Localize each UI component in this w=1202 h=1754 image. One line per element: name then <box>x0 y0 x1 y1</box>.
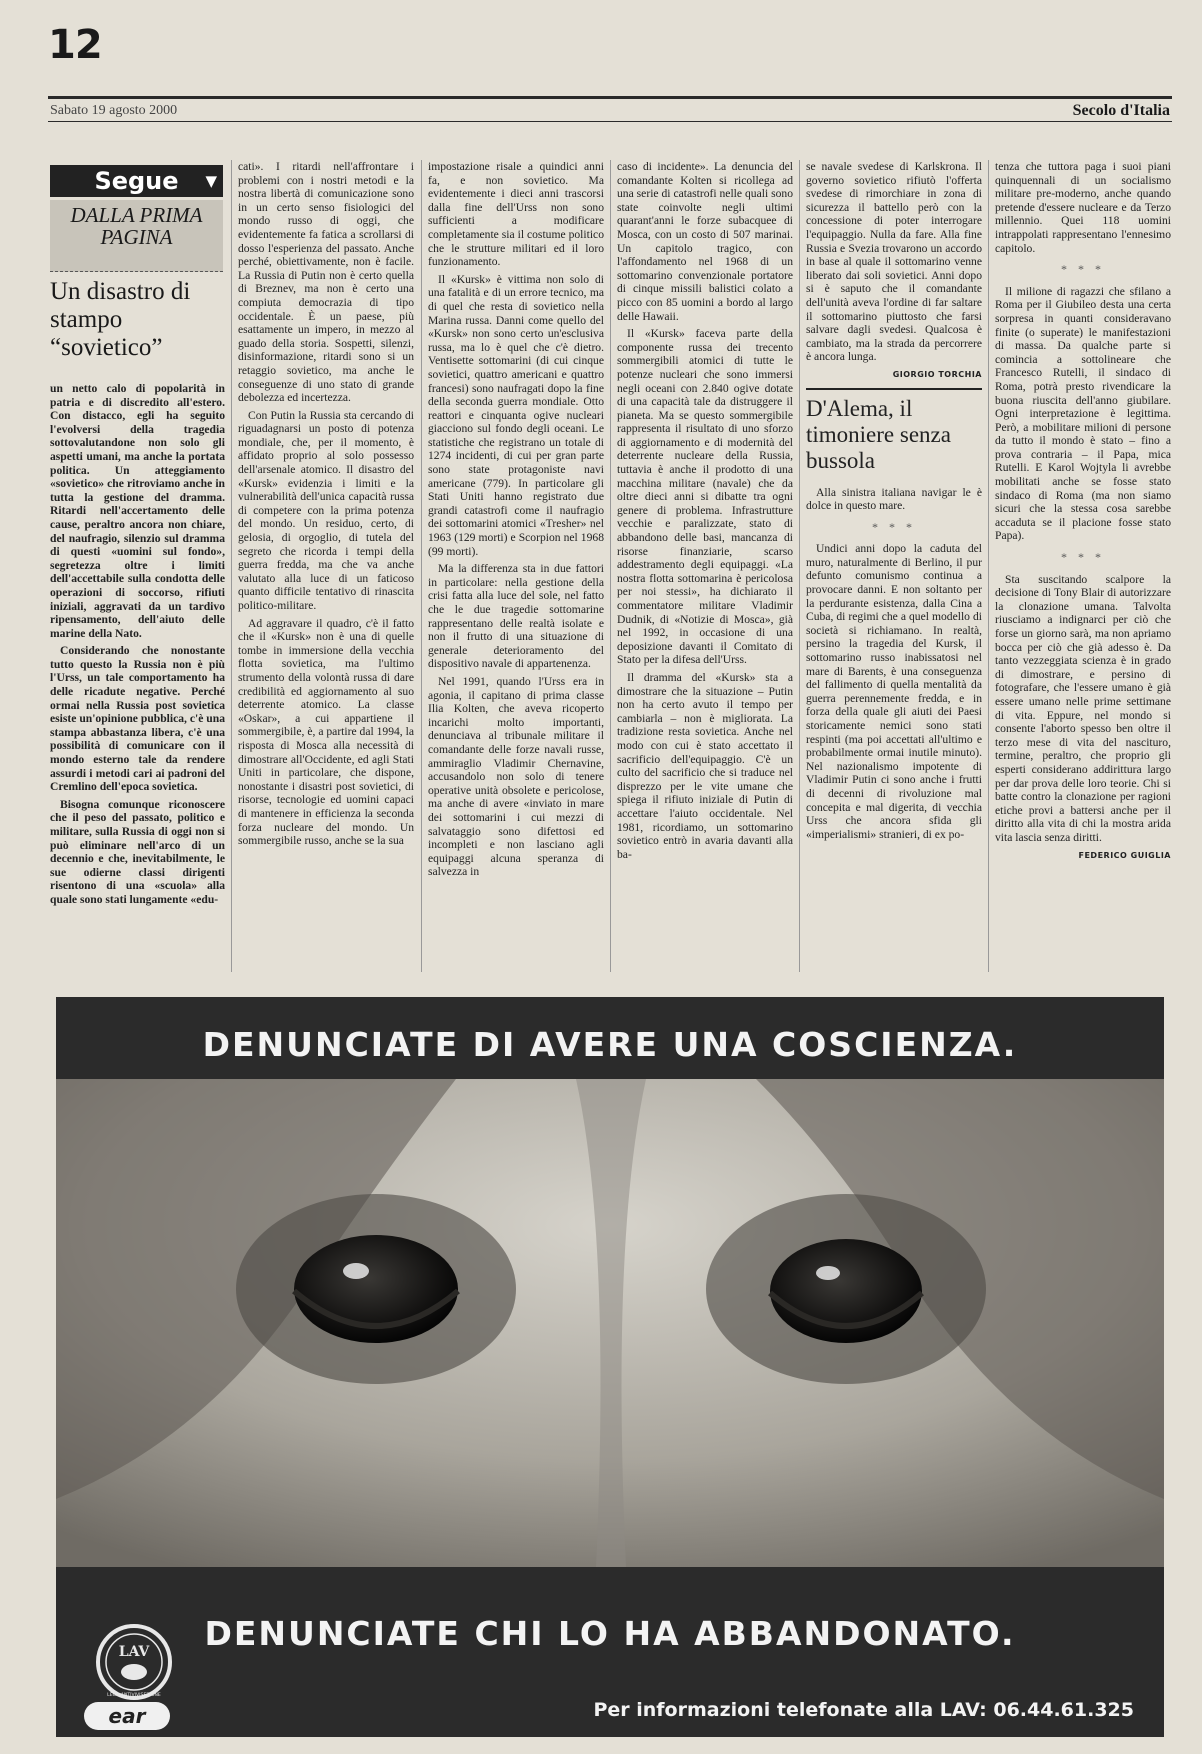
article-column-2 <box>238 160 414 972</box>
section-separator: * * * <box>872 519 916 534</box>
article-column-5 <box>806 160 982 972</box>
author-signature: GIORGIO TORCHIA <box>892 369 982 379</box>
segue-banner <box>50 165 223 197</box>
dog-eyes-photo <box>56 1079 1164 1567</box>
paragraph: un netto calo di popolarità in patria e di discredito all'estero. Con distacco, egli ha seguito l'evolversi della tragedia sottovalutandone non solo gli aspetti umani, ma anche la portata politica. Un atteggiamento «sovietico» che ritroviamo anche in tutta la gestione del dramma. Ritardi nell'accertamento delle cause, peraltro ancora non chiare, del naufragio, silenzio sul dramma di questi «uomini sul fondo», segretezza oltre i limiti dell'accettabile sulla condotta delle operazioni di soccorso, rifiuti iniziali, aggravati da un tardivo ripensamento, dell'aiuto delle marine della Nato. <box>50 382 225 640</box>
column-rule <box>231 160 232 972</box>
column-rule <box>610 160 611 972</box>
article-column-4 <box>617 160 793 972</box>
article-column-6 <box>995 160 1171 972</box>
paragraph: Considerando che nonostante tutto questo la Russia non è più l'Urss, un tale comportamento ha delle ricadute negative. Perché ormai nella Russia post sovietica esiste un'opinione pubblica, c'è una stampa abbastanza libera, c'è una possibilità di comunicare con il mondo esterno tale da rendere assurdi i metodi cari ai padroni del Cremlino dell'epoca sovietica. <box>50 644 225 794</box>
paragraph: Il dramma del «Kursk» sta a dimostrare che la situazione – Putin non ha certo avuto il tempo per cambiarla – non è migliorata. La tradizione resta sovietica. Anche nel modo con cui è stato accettato il sacrificio dell'equipaggio. C'è un culto del sacrificio che si traduce nel disprezzo per le vite umane che spiega il rifiuto iniziale di Putin di accettare l'aiuto occidentale. Nel 1981, ricordiamo, un sottomarino sovietico entrò in avaria davanti alla ba- <box>617 670 793 861</box>
column-rule <box>799 160 800 972</box>
paragraph: Il milione di ragazzi che sfilano a Roma per il Giubileo desta una certa sorpresa in quanti consideravano finite (o superate) le manifestazioni di massa. Da qualche parte si comincia a sottolineare che Francesco Rutelli, il sindaco di Roma, potrà presto rivendicare la buona riuscita dell'anno giubilare. Ogni interpretazione è legittima. Però, a mobilitare milioni di persone da tutto il mondo è stato – fino a prova contraria – il Papa, mica Rutelli. E Karol Wojtyla li avrebbe mobilitati anche se fosse stato sindaco di Roma (ma non siamo sicuri che la stessa cosa sarebbe accaduta se il placione fosse stato Papa). <box>995 284 1171 543</box>
paragraph: Alla sinistra italiana navigar le è dolce in questo mare. <box>806 485 982 513</box>
article-column-1 <box>50 382 225 972</box>
paragraph: Sta suscitando scalpore la decisione di Tony Blair di autorizzare la clonazione umana. Talvolta riusciamo a indignarci per ciò che forse un giorno sarà, ma non apriamo bocca per ciò che già adesso è. Da tanto vezzeggiata scienza è in grado di dimostrare, e persino di fotografare, che l'essere umano è già essere umano nelle prime settimane di vita. Eppure, nel mondo si consente l'aborto spesso ben oltre il terzo mese di vita del nascituro, termine, peraltro, che proprio gli esperti considerano addirittura largo per dar prova delle loro teorie. Chi si batte contro la clonazione per ragioni etiche provi a battersi anche per il diritto alla vita di chi la mostra arida vita lascia senza diritti. <box>995 572 1171 844</box>
paragraph: Ma la differenza sta in due fattori in particolare: nella gestione della crisi fatta alla luce del sole, nel fatto che le due tragedie sottomarine rappresentano delle realtà isolate e non il frutto di una situazione di generale deterioramento del dispositivo navale di appartenenza. <box>428 562 604 671</box>
lav-logo-ring: LEGA ANTIVIVISEZIONE <box>107 1693 161 1698</box>
paragraph: Bisogna comunque riconoscere che il peso del passato, politico e militare, sulla Russia di oggi non si può eliminare nell'arco di un decennio e che, inevitabilmente, le sue odierne classi dirigenti risentono di una «scuola» alla quale sono stati lungamente «edu- <box>50 797 225 906</box>
segue-label: Segue <box>94 167 179 195</box>
paragraph: Il «Kursk» faceva parte della componente russa dei trecento sommergibili atomici di tutte le potenze nucleari che sono immersi negli oceani con 2.840 ogive dotate di una capacità tale da distruggere il pianeta. Ma se questo sommergibile rappresenta il risultato di uno sforzo di aggiornamento e di modernità del deterrente nucleare della Russia, tuttavia è anche il prodotto di una macchina militare (navale) che da oltre dieci anni si dibatte tra ogni genere di problema. Infrastrutture vecchie e paralizzate, stato di abbandono delle basi, mancanza di risorse finanziarie, scarso addestramento degli equipaggi. «La nostra flotta sottomarina è pericolosa per noi stessi», ha dichiarato il commentatore militare Vladimir Dudnik, di «Notizie di Mosca», già nel 1992, in occasione di una deposizione davanti il Comitato di Stato per la difesa dell'Urss. <box>617 327 793 667</box>
header-rule-thin <box>48 121 1172 122</box>
lav-advertisement <box>56 997 1164 1737</box>
ad-contact-info: Per informazioni telefonate alla LAV: 06.44.61.325 <box>593 1699 1134 1721</box>
article-title: Un disastro di stampo “sovietico” <box>50 278 191 361</box>
article-column-3 <box>428 160 604 972</box>
column-rule <box>421 160 422 972</box>
issue-date: Sabato 19 agosto 2000 <box>50 103 178 118</box>
dalema-title: D'Alema, il timoniere senza bussola <box>806 395 951 473</box>
paragraph: Ad aggravare il quadro, c'è il fatto che il «Kursk» non è una di quelle tombe in immersione della vecchia flotta sovietica, ma l'ultimo strumento della volontà russa di dare credibilità ed aggiornamento al suo deterrente atomico. La classe «Oskar», a cui appartiene il sommergibile, è, a partire dal 1994, la risposta di Mosca alla necessità di dimostrare all'Occidente, ed agli Stati Uniti in particolare, che dispone, nonostante i disastri post sovietici, di risorse, tecnologie ed uomini capaci di mantenere in efficienza la seconda forza nucleare del mondo. Un sommergibile russo, anche se la sua <box>238 616 414 848</box>
paragraph: Undici anni dopo la caduta del muro, naturalmente di Berlino, il pur defunto comunismo continua a provocare danni. E non soltanto per la perdurante esistenza, dalla Cina a Cuba, di regimi che a quel modello di società si richiamano. In realtà, persino la tragedia del Kursk, il sottomarino russo inabissatosi nel mare di Barents, è una conseguenza del fallimento di quella mentalità da guerra perennemente fredda, e in forza della quale gli aiuti dei Paesi storicamente nemici sono stati respinti (ma poi accettati all'ultimo e probabilmente ormai inutile minuto). Nel nazionalismo impotente di Vladimir Putin ci sono anche i frutti di decenni di rivoluzione mal concepita e mal digerita, di vecchia Urss che ancora sfida gli «imperialismi» stranieri, di ex po- <box>806 542 982 841</box>
triangle-down-icon: ▼ <box>205 172 217 190</box>
paragraph: impostazione risale a quindici anni fa, e non sovietico. Ma evidentemente i dieci anni trascorsi dalla fine dell'Urss non sono sufficienti a modificare completamente sia il costume politico che le strutture militari ed il loro funzionamento. <box>428 160 604 269</box>
ad-headline-bottom: DENUNCIATE CHI LO HA ABBANDONATO. <box>204 1614 1016 1653</box>
lav-logo-text: LAV <box>118 1644 150 1660</box>
page-number: 12 <box>48 22 102 68</box>
paragraph: tenza che tuttora paga i suoi piani quinquennali di un socialismo militare pre-moderno, anche quando pretende d'essere nucleare e da Terzo millennio. Quei 118 uomini intrappolati rappresentano l'ennesimo capitolo. <box>995 160 1171 255</box>
header-rule <box>48 96 1172 99</box>
section-rule <box>806 388 982 390</box>
ear-sponsor-logo: ear <box>84 1702 170 1730</box>
paragraph: se navale svedese di Karlskrona. Il governo sovietico rifiutò l'offerta svedese di rimorchiare in zona di sicurezza il battello però con la concessione di poter interrogare l'equipaggio. Nulla da fare. Alla fine Russia e Svezia trovarono un accordo in base al quale il sottomarino venne liberato dai soli sovietici. Anni dopo si è saputo che il comandante dell'unità aveva l'ordine di far saltare il sottomarino piuttosto che farsi salvare dagli svedesi. Qualcosa è cambiato, ma la strada da percorrere è ancora lunga. <box>806 160 982 364</box>
section-separator: * * * <box>1061 550 1105 565</box>
paragraph: Con Putin la Russia sta cercando di riguadagnarsi un posto di potenza mondiale, che, per il momento, è affidato proprio al solo possesso dell'arsenale atomico. Il disastro del «Kursk» evidenzia i limiti e la vulnerabilità dell'unica capacità russa di competere con la prima potenza del mondo. Un residuo, certo, di gelosia, di orgoglio, di tutela del segreto che ricorda i tempi della guerra fredda, ma che va anche valutato alla luce di un faticoso quanto difficile tentativo di rinascita politico-militare. <box>238 408 414 612</box>
dalla-prima-pagina-label: DALLA PRIMA PAGINA <box>50 200 223 272</box>
author-signature: FEDERICO GUIGLIA <box>1078 850 1171 860</box>
paragraph: Il «Kursk» è vittima non solo di una fatalità e di un errore tecnico, ma di quel che resta di sovietico nella Marina russa. Danni come quello del «Kursk» non sono certo un'esclusiva russa, ma lo è quel che c'è dietro. Ventisette sottomarini (di cui cinque sovietici, quattro americani e quattro francesi) sono naufragati dopo la fine della seconda guerra mondiale. Otto reattori e cinquanta ogive nucleari giacciono sul fondo degli oceani. Le statistiche che registrano un totale di 1274 incidenti, di cui per gran parte sono state protagoniste navi americane (779). In particolare gli Stati Uniti hanno registrato due grandi catastrofi come il naufragio dei sottomarini atomici «Tresher» nel 1963 (129 morti) e Scorpion nel 1968 (99 morti). <box>428 272 604 558</box>
paragraph: caso di incidente». La denuncia del comandante Kolten si ricollega ad una serie di catastrofi nelle quali sono state coinvolte negli ultimi quarant'anni le forze subacquee di Mosca, con un costo di 507 marinai. Un capitolo tragico, con l'affondamento nel 1968 di un sottomarino convenzionale portatore di cinque missili balistici colato a picco con 85 uomini a bordo al largo delle Hawaii. <box>617 160 793 323</box>
masthead: Secolo d'Italia <box>1072 102 1170 119</box>
paragraph: Nel 1991, quando l'Urss era in agonia, il capitano di prima classe Ilia Kolten, che aveva ricoperto incarichi molto importanti, denunciava al tribunale militare il comandante delle forze navali russe, ammiraglio Vladimir Chernavine, accusandolo non solo di tenere operative unità obsolete e pericolose, ma anche di avere «inviato in mare dei sottomarini i cui mezzi di salvataggio sono difettosi ed incompleti e non lasciano agli equipaggi alcuna speranza di salvezza in <box>428 674 604 879</box>
section-separator: * * * <box>1061 262 1105 277</box>
paragraph: cati». I ritardi nell'affrontare i problemi con i nostri metodi e la nostra libertà di comunicazione sono in un certo senso fisiologici del mondo russo di oggi, che evidentemente fa fatica a scrollarsi di dosso l'esperienza del passato. Anche perché, obiettivamente, non è facile. La Russia di Putin non è certo quella di Breznev, ma non è certo una compiuta democrazia di tipo occidentale. È un paese, più esattamente un impero, in mezzo al guado della storia. Sospetti, silenzi, disinformazione, ritardi sono si un retaggio sovietico, ma anche le conseguenze di uno stato di grande debolezza ed incertezza. <box>238 160 414 405</box>
lav-logo-icon <box>84 1622 184 1702</box>
column-rule <box>988 160 989 972</box>
ad-headline-top: DENUNCIATE DI AVERE UNA COSCIENZA. <box>202 1025 1018 1064</box>
